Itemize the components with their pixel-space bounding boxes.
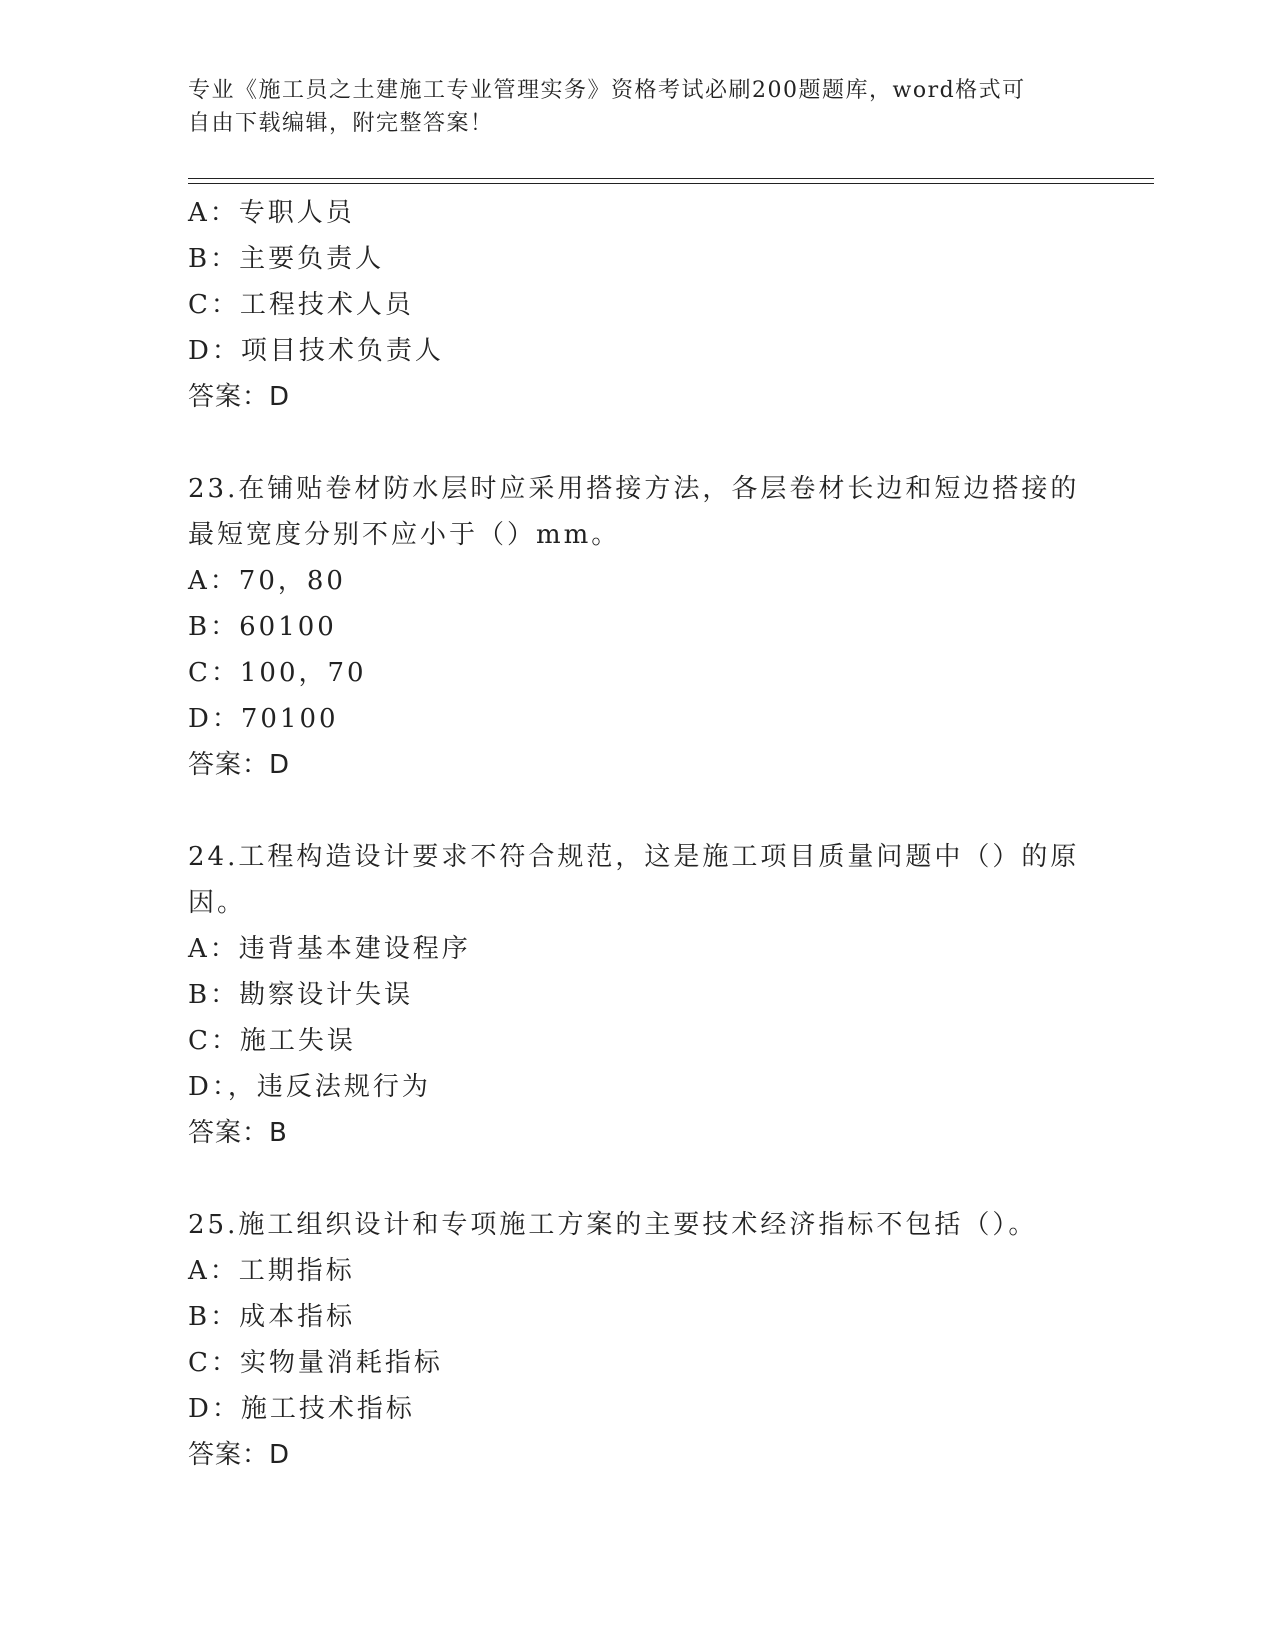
header-line-1: 专业《施工员之土建施工专业管理实务》资格考试必刷200题题库，word格式可 bbox=[188, 78, 1026, 103]
question-25 bbox=[188, 1202, 1088, 1478]
header-divider bbox=[188, 178, 1154, 184]
option-b: B：成本指标 bbox=[188, 1302, 356, 1332]
question-stem: 25.施工组织设计和专项施工方案的主要技术经济指标不包括（）。 bbox=[188, 1210, 1038, 1240]
option-d: D：，违反法规行为 bbox=[188, 1072, 431, 1102]
question-23 bbox=[188, 466, 1088, 788]
option-d: D：70100 bbox=[188, 704, 339, 734]
answer-label: 答案：B bbox=[188, 1118, 288, 1148]
option-d: D：项目技术负责人 bbox=[188, 336, 444, 366]
document-header bbox=[188, 74, 1088, 140]
option-a: A：专职人员 bbox=[188, 198, 355, 228]
question-22-continued bbox=[188, 190, 1088, 420]
question-stem: 23.在铺贴卷材防水层时应采用搭接方法，各层卷材长边和短边搭接的最短宽度分别不应小于（）mm。 bbox=[188, 474, 1080, 550]
option-d: D：施工技术指标 bbox=[188, 1394, 415, 1424]
option-c: C：施工失误 bbox=[188, 1026, 356, 1056]
header-line-2: 自由下载编辑，附完整答案！ bbox=[188, 111, 494, 136]
question-24 bbox=[188, 834, 1088, 1156]
answer-label: 答案：D bbox=[188, 750, 291, 780]
option-b: B：60100 bbox=[188, 612, 337, 642]
question-stem: 24.工程构造设计要求不符合规范，这是施工项目质量问题中（）的原因。 bbox=[188, 842, 1080, 918]
option-a: A：工期指标 bbox=[188, 1256, 355, 1286]
option-a: A：违背基本建设程序 bbox=[188, 934, 471, 964]
option-a: A：70，80 bbox=[188, 566, 346, 596]
option-c: C：实物量消耗指标 bbox=[188, 1348, 443, 1378]
answer-label: 答案：D bbox=[188, 382, 291, 412]
answer-label: 答案：D bbox=[188, 1440, 291, 1470]
option-b: B：主要负责人 bbox=[188, 244, 385, 274]
option-c: C：100，70 bbox=[188, 658, 367, 688]
question-list bbox=[188, 190, 1088, 1524]
option-b: B：勘察设计失误 bbox=[188, 980, 414, 1010]
option-c: C：工程技术人员 bbox=[188, 290, 414, 320]
